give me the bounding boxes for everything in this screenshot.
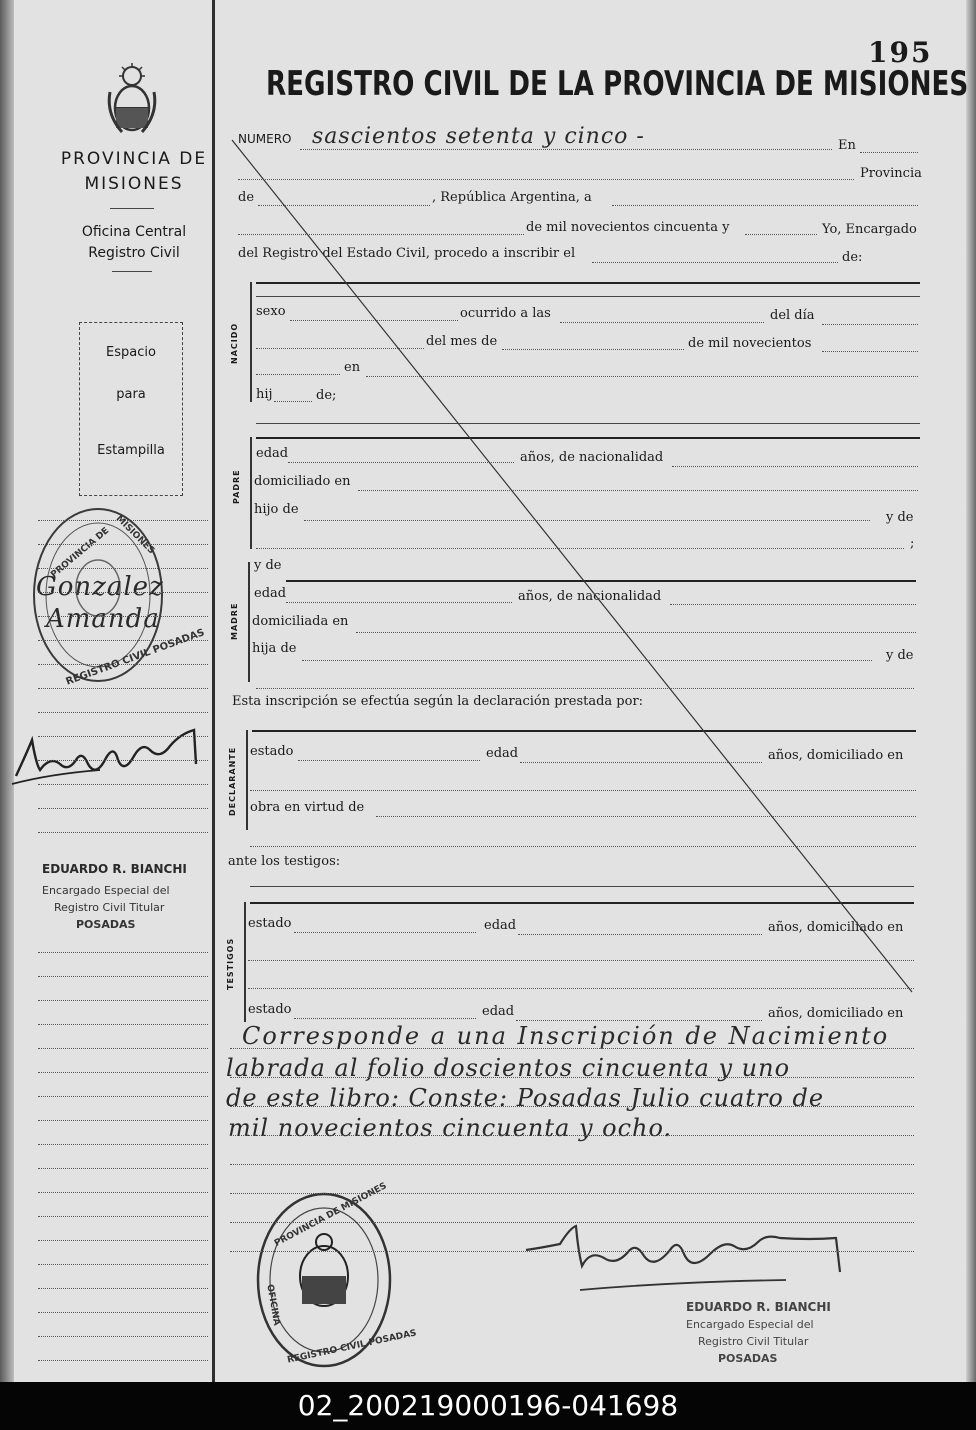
seal2-top-text: PROVINCIA DE MISIONES <box>273 1181 389 1249</box>
sidebar-rule <box>38 664 208 665</box>
sidebar-rule <box>38 952 208 953</box>
sidebar-stamp-name: EDUARDO R. BIANCHI <box>42 862 187 876</box>
de-colon-label: de: <box>842 250 863 265</box>
province-label: PROVINCIA DE MISIONES <box>60 149 208 194</box>
numero-value: sascientos setenta y cinco - <box>312 124 645 149</box>
section-nacido: NACIDO <box>230 322 239 364</box>
provincia-label: Provincia <box>860 166 922 181</box>
declarante-estado-label: estado <box>250 744 294 759</box>
madre-hija-label: hija de <box>252 641 297 656</box>
sidebar-stamp-role1: Encargado Especial del <box>42 884 170 897</box>
sidebar-rule <box>38 832 208 833</box>
seal1-top-text: MISIONES <box>113 513 157 557</box>
seal2-left-text: OFICINA <box>264 1283 282 1327</box>
sidebar-rule <box>38 784 208 785</box>
padre-yde-label: y de <box>886 510 914 525</box>
madre-edad-label: edad <box>254 586 287 601</box>
padre-semicolon: ; <box>910 536 915 551</box>
en-label: En <box>838 138 856 153</box>
note-rule <box>230 1193 914 1194</box>
madre-domiciliada-label: domiciliada en <box>252 614 349 629</box>
sidebar-rule <box>38 616 208 617</box>
sidebar-rule <box>38 1120 208 1121</box>
padre-edad-label: edad <box>256 446 289 461</box>
sidebar-rule <box>38 520 208 521</box>
sidebar-rule <box>38 592 208 593</box>
sidebar-rule <box>38 1168 208 1169</box>
note-rule <box>230 1106 914 1107</box>
coat-of-arms-icon <box>104 62 160 138</box>
section-declarante: DECLARANTE <box>228 746 237 816</box>
declaracion-label: Esta inscripción se efectúa según la declaración prestada por: <box>232 694 644 709</box>
sidebar-rule <box>38 976 208 977</box>
note-rule <box>230 1048 914 1049</box>
stamp-box-line3: Estampilla <box>97 443 165 458</box>
sidebar-rule <box>38 808 208 809</box>
note-line-3: de este libro: Conste: Posadas Julio cuatro de <box>226 1084 825 1112</box>
de-mil-label: de mil novecientos <box>688 336 812 351</box>
testigo2-anios-label: años, domiciliado en <box>768 1006 904 1021</box>
section-madre: MADRE <box>230 602 239 640</box>
testigo1-edad-label: edad <box>484 918 517 933</box>
ocurrido-label: ocurrido a las <box>460 306 551 321</box>
sidebar-rule <box>38 544 208 545</box>
mil-novecientos-label: de mil novecientos cincuenta y <box>526 220 730 235</box>
sidebar-rule <box>38 1072 208 1073</box>
sidebar-rule <box>38 1336 208 1337</box>
margin-divider-line <box>212 0 215 1382</box>
sidebar-rule <box>38 1216 208 1217</box>
section-testigos: TESTIGOS <box>226 937 235 990</box>
de-semicolon-label: de; <box>316 388 337 403</box>
sidebar-rule <box>38 1264 208 1265</box>
testigos-label: ante los testigos: <box>228 854 341 869</box>
en-nacido-label: en <box>344 360 361 375</box>
rule <box>112 271 152 272</box>
field-line <box>516 1020 762 1021</box>
padre-hijo-label: hijo de <box>254 502 299 517</box>
registro-label: del Registro del Estado Civil, procedo a inscribir el <box>238 246 576 261</box>
declarante-obra-label: obra en virtud de <box>250 800 365 815</box>
sidebar-rule <box>38 1360 208 1361</box>
section-padre: PADRE <box>232 469 241 504</box>
bottom-stamp-role1: Encargado Especial del <box>686 1318 814 1331</box>
seal1-bottom-text: REGISTRO CIVIL POSADAS <box>64 627 207 688</box>
stamp-box-line1: Espacio <box>106 345 156 360</box>
sidebar-rule <box>38 712 208 713</box>
hij-label: hij <box>256 387 273 402</box>
sidebar-rule <box>38 1288 208 1289</box>
sidebar-rule <box>38 688 208 689</box>
sidebar-rule <box>38 736 208 737</box>
page-edge <box>966 0 976 1382</box>
rule <box>110 208 154 209</box>
sidebar-stamp-role2: Registro Civil Titular <box>54 901 165 914</box>
sidebar-rule <box>38 1144 208 1145</box>
seal1-left-text: PROVINCIA DE <box>49 525 112 581</box>
yo-encargado-label: Yo, Encargado <box>822 222 917 237</box>
note-rule <box>230 1222 914 1223</box>
padre-anios-label: años, de nacionalidad <box>520 450 664 465</box>
del-mes-label: del mes de <box>426 334 498 349</box>
sidebar-rule <box>38 760 208 761</box>
bottom-stamp-role2: Registro Civil Titular <box>698 1335 809 1348</box>
madre-yde-label: y de <box>254 558 282 573</box>
sidebar-rule <box>38 1312 208 1313</box>
stamp-box-line2: para <box>116 387 146 402</box>
declarante-anios-label: años, domiciliado en <box>768 748 904 763</box>
madre-yde-end-label: y de <box>886 648 914 663</box>
seal2-bottom-text: REGISTRO CIVIL POSADAS <box>286 1328 418 1366</box>
sidebar-rule <box>38 1192 208 1193</box>
office-line2: Registro Civil <box>88 245 180 261</box>
padre-domiciliado-label: domiciliado en <box>254 474 351 489</box>
del-dia-label: del día <box>770 308 815 323</box>
note-rule <box>230 1251 914 1252</box>
sidebar-rule <box>38 1024 208 1025</box>
handwritten-name-line2: Amanda <box>46 604 160 634</box>
document-title: REGISTRO CIVIL DE LA PROVINCIA DE MISIONES <box>266 64 969 104</box>
bottom-signature-icon <box>520 1220 850 1296</box>
note-line-1: Corresponde a una Inscripción de Nacimiento <box>242 1022 890 1050</box>
office-line1: Oficina Central <box>81 224 187 240</box>
note-line-4: mil novecientos cincuenta y ocho. <box>228 1114 673 1142</box>
sidebar-rule <box>38 1048 208 1049</box>
note-rule <box>230 1135 914 1136</box>
sidebar-stamp-city: POSADAS <box>76 918 136 931</box>
note-rule <box>230 1077 914 1078</box>
testigo1-estado-label: estado <box>248 916 292 931</box>
testigo1-anios-label: años, domiciliado en <box>768 920 904 935</box>
binding-edge <box>0 0 14 1382</box>
bottom-stamp-name: EDUARDO R. BIANCHI <box>686 1300 831 1314</box>
stamp-box <box>79 322 183 496</box>
de-label: de <box>238 190 255 205</box>
sidebar-rule <box>38 568 208 569</box>
declarante-edad-label: edad <box>486 746 519 761</box>
page-number: 195 <box>868 36 933 69</box>
sidebar-rule <box>38 640 208 641</box>
testigo2-edad-label: edad <box>482 1004 515 1019</box>
scan-reference-code: 02_200219000196-041698 <box>0 1382 976 1430</box>
bottom-stamp-city: POSADAS <box>718 1352 778 1365</box>
signature-icon <box>10 720 206 790</box>
testigo2-estado-label: estado <box>248 1002 292 1017</box>
note-rule <box>230 1164 914 1165</box>
sidebar-rule <box>38 1240 208 1241</box>
sidebar-rule <box>38 1096 208 1097</box>
sidebar-rule <box>38 1000 208 1001</box>
field-line <box>294 1018 476 1019</box>
republica-label: , República Argentina, a <box>432 190 592 205</box>
handwritten-name-line1: Gonzalez <box>36 572 164 602</box>
note-line-2: labrada al folio doscientos cincuenta y uno <box>226 1054 791 1082</box>
numero-label: NUMERO <box>238 132 292 146</box>
sexo-label: sexo <box>256 304 286 319</box>
madre-anios-label: años, de nacionalidad <box>518 589 662 604</box>
strike-diagonal <box>226 136 926 998</box>
